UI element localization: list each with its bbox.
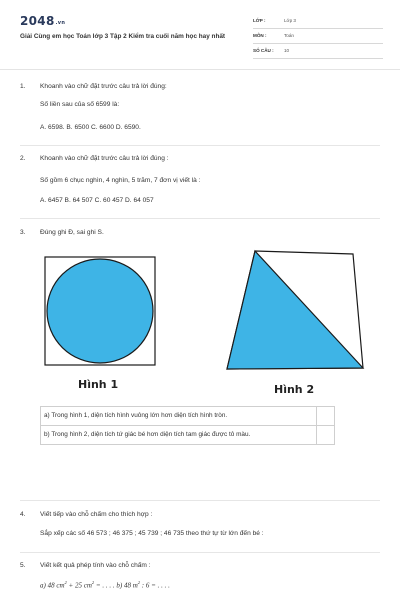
meta-value: Lớp 3 bbox=[284, 18, 296, 23]
question-4-line: Sắp xếp các số 46 573 ; 46 375 ; 45 739 ; 46 735 theo thứ tự từ lớn đến bé : bbox=[40, 530, 264, 537]
question-prompt: Khoanh vào chữ đặt trước câu trả lời đúng: bbox=[40, 83, 167, 90]
figure-quadrilateral-triangle bbox=[225, 248, 365, 373]
statement-b: b) Trong hình 2, diện tích tứ giác bé hơn diện tích tam giác được tô màu. bbox=[41, 426, 317, 444]
question-prompt: Khoanh vào chữ đặt trước câu trả lời đúng : bbox=[40, 155, 169, 162]
meta-label: LỚP : bbox=[253, 18, 266, 23]
exponent: 2 bbox=[137, 580, 141, 585]
logo-suffix: .vn bbox=[55, 20, 66, 26]
divider bbox=[20, 500, 380, 501]
divider bbox=[20, 145, 380, 146]
table-row bbox=[41, 426, 334, 444]
question-number: 3. bbox=[20, 229, 26, 236]
divider bbox=[20, 218, 380, 219]
figure-square-circle bbox=[44, 256, 156, 366]
document-header bbox=[0, 0, 400, 70]
meta-value: 10 bbox=[284, 48, 290, 53]
question-number: 5. bbox=[20, 562, 26, 569]
expr-part: + 25 cm bbox=[66, 581, 92, 590]
true-false-table bbox=[40, 406, 335, 445]
question-1-options: A. 6598. B. 6500 C. 6600 D. 6590. bbox=[40, 124, 141, 131]
circle-shape bbox=[47, 259, 153, 363]
exponent: 2 bbox=[91, 580, 95, 585]
meta-value: Toán bbox=[284, 33, 294, 38]
answer-box-a[interactable] bbox=[316, 407, 334, 425]
site-logo[interactable] bbox=[20, 14, 65, 28]
question-number: 4. bbox=[20, 511, 26, 518]
meta-label: SỐ CÂU : bbox=[253, 48, 274, 53]
statement-a: a) Trong hình 1, diện tích hình vuông lớn hơn diện tích hình tròn. bbox=[41, 407, 317, 425]
question-5-expression bbox=[40, 580, 170, 589]
expr-part: : 6 = . . . . bbox=[140, 581, 170, 590]
question-1-line: Số liền sau của số 6599 là: bbox=[40, 101, 120, 108]
question-2-options: A. 6457 B. 64 507 C. 60 457 D. 64 057 bbox=[40, 197, 154, 204]
expr-part: a) 48 cm bbox=[40, 581, 65, 590]
answer-box-b[interactable] bbox=[316, 426, 334, 444]
question-prompt: Viết tiếp vào chỗ chấm cho thích hợp : bbox=[40, 511, 153, 518]
triangle-shape bbox=[227, 251, 363, 369]
question-2-line: Số gồm 6 chục nghìn, 4 nghìn, 5 trăm, 7 đơn vị viết là : bbox=[40, 177, 201, 184]
meta-info bbox=[253, 16, 383, 61]
table-row bbox=[41, 407, 334, 426]
document-title: Giải Cùng em học Toán lớp 3 Tập 2 Kiểm tra cuối năm học hay nhất bbox=[20, 33, 226, 40]
figure-1-label: Hình 1 bbox=[78, 378, 119, 391]
logo-main: 2048 bbox=[20, 14, 55, 28]
meta-row-class bbox=[253, 16, 383, 29]
question-number: 2. bbox=[20, 155, 26, 162]
meta-row-subject bbox=[253, 31, 383, 44]
exponent: 2 bbox=[64, 580, 67, 585]
figure-2-label: Hình 2 bbox=[274, 383, 315, 396]
question-prompt: Đúng ghi Đ, sai ghi S. bbox=[40, 229, 104, 236]
meta-row-count bbox=[253, 46, 383, 59]
question-prompt: Viết kết quả phép tính vào chỗ chấm : bbox=[40, 562, 151, 569]
question-number: 1. bbox=[20, 83, 26, 90]
meta-label: MÔN : bbox=[253, 33, 267, 38]
expr-part: = . . . . b) 48 m bbox=[94, 581, 138, 590]
divider bbox=[20, 552, 380, 553]
